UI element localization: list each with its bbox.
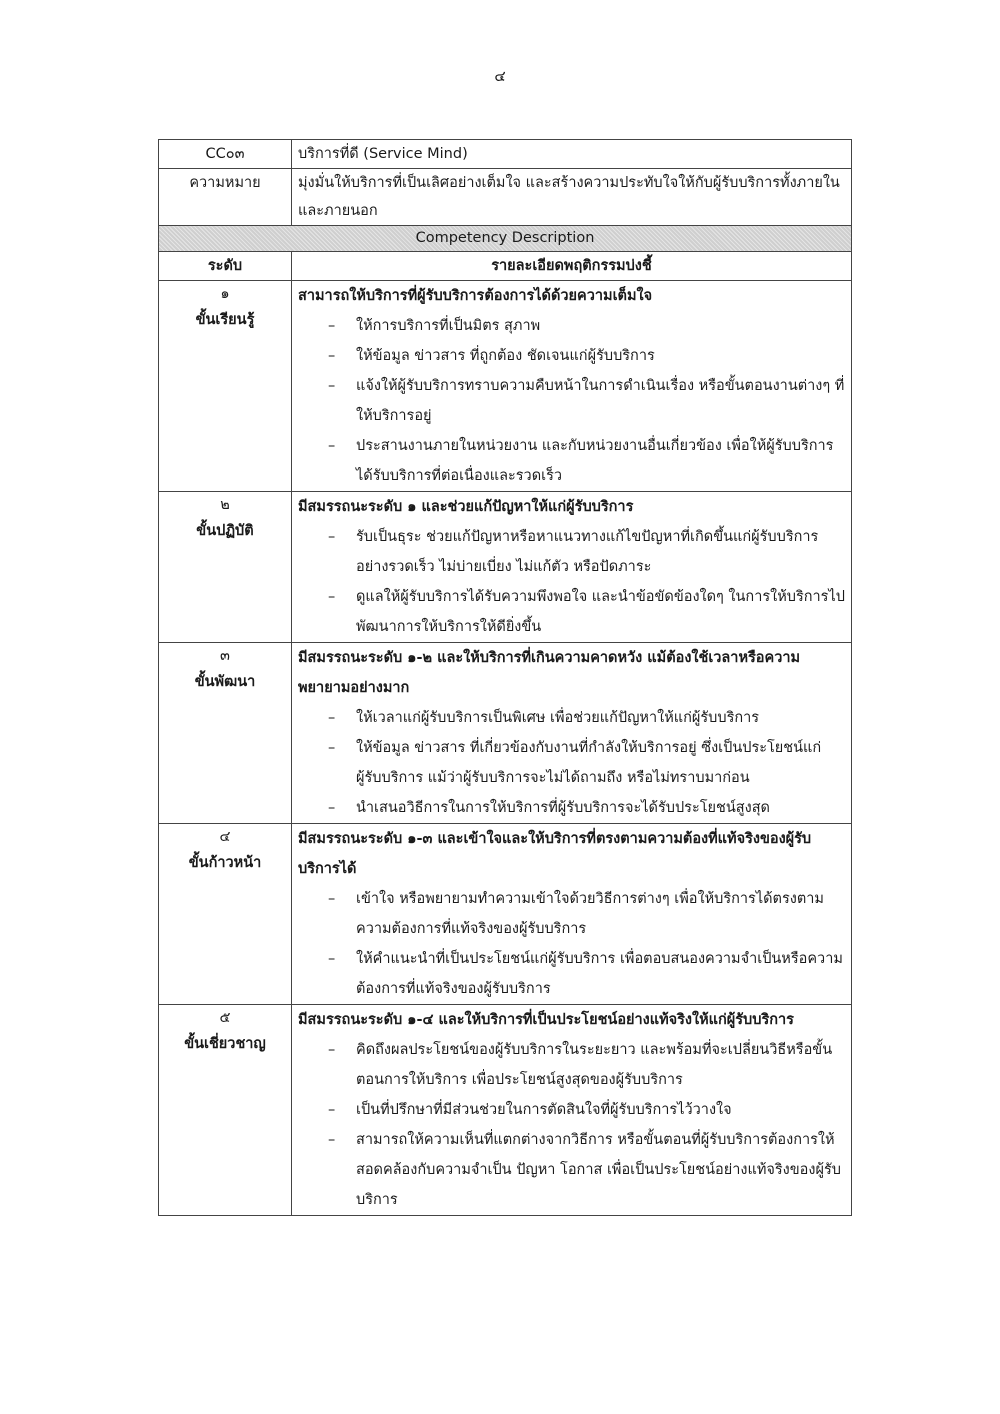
level-details-cell [292, 1005, 852, 1216]
level-details-cell [292, 824, 852, 1005]
level-number: ๔ [219, 829, 231, 845]
bullet-dash-icon: – [328, 1042, 336, 1058]
behavior-item [298, 311, 845, 341]
level-name: ขั้นพัฒนา [194, 674, 256, 690]
behavior-item [298, 793, 845, 823]
level-title: สามารถให้บริการที่ผู้รับบริการต้องการได้ด้วยความเต็มใจ [298, 288, 653, 304]
level-name: ขั้นก้าวหน้า [188, 855, 262, 871]
bullet-dash-icon: – [328, 529, 336, 545]
level-title: มีสมรรถนะระดับ ๑ และช่วยแก้ปัญหาให้แก่ผู้รับบริการ [298, 499, 634, 515]
behavior-text: ให้ข้อมูล ข่าวสาร ที่เกี่ยวข้องกับงานที่กำลังให้บริการอยู่ ซึ่งเป็นประโยชน์แก่ผู้รับบริการ แม้ว่าผู้รับบริการจะไม่ได้ถามถึง หรือไม่ทราบมาก่อน [356, 740, 822, 786]
bullet-dash-icon: – [328, 589, 336, 605]
level-column-header: ระดับ [159, 252, 292, 281]
behavior-text: ให้ข้อมูล ข่าวสาร ที่ถูกต้อง ชัดเจนแก่ผู้รับบริการ [356, 348, 655, 364]
behavior-text: ประสานงานภายในหน่วยงาน และกับหน่วยงานอื่นเกี่ยวข้อง เพื่อให้ผู้รับบริการได้รับบริการที่ต่อเนื่องและรวดเร็ว [356, 438, 834, 484]
column-header-row [159, 252, 852, 281]
competency-title: บริการที่ดี (Service Mind) [292, 140, 852, 169]
level-number: ๕ [219, 1010, 231, 1026]
behavior-text: เป็นที่ปรึกษาที่มีส่วนช่วยในการตัดสินใจที่ผู้รับบริการไว้วางใจ [356, 1102, 732, 1118]
level-title: มีสมรรถนะระดับ ๑-๓ และเข้าใจและให้บริการที่ตรงตามความต้องที่แท้จริงของผู้รับบริการได้ [298, 831, 812, 877]
competency-meaning-row [159, 169, 852, 226]
behavior-item [298, 944, 845, 1004]
section-band-row [159, 226, 852, 252]
competency-header-row [159, 140, 852, 169]
level-title: มีสมรรถนะระดับ ๑-๒ และให้บริการที่เกินความคาดหวัง แม้ต้องใช้เวลาหรือความพยายามอย่างมาก [298, 650, 801, 696]
level-title: มีสมรรถนะระดับ ๑-๔ และให้บริการที่เป็นประโยชน์อย่างแท้จริงให้แก่ผู้รับบริการ [298, 1012, 794, 1028]
behavior-text: ให้การบริการที่เป็นมิตร สุภาพ [356, 318, 541, 334]
bullet-dash-icon: – [328, 378, 336, 394]
meaning-text: มุ่งมั่นให้บริการที่เป็นเลิศอย่างเต็มใจ และสร้างความประทับใจให้กับผู้รับบริการทั้งภายในและภายนอก [292, 169, 852, 226]
bullet-dash-icon: – [328, 951, 336, 967]
behavior-item [298, 582, 845, 642]
bullet-dash-icon: – [328, 740, 336, 756]
bullet-dash-icon: – [328, 348, 336, 364]
bullet-dash-icon: – [328, 318, 336, 334]
level-number: ๓ [220, 648, 230, 664]
behavior-text: ให้เวลาแก่ผู้รับบริการเป็นพิเศษ เพื่อช่วยแก้ปัญหาให้แก่ผู้รับบริการ [356, 710, 760, 726]
behavior-text: นำเสนอวิธีการในการให้บริการที่ผู้รับบริการจะได้รับประโยชน์สูงสุด [356, 800, 770, 816]
behavior-item [298, 1095, 845, 1125]
bullet-dash-icon: – [328, 438, 336, 454]
behavior-list [298, 884, 845, 1004]
level-row [159, 824, 852, 1005]
bullet-dash-icon: – [328, 710, 336, 726]
level-details-cell [292, 492, 852, 643]
level-number: ๑ [220, 286, 230, 302]
level-row [159, 643, 852, 824]
behavior-text: ดูแลให้ผู้รับบริการได้รับความพึงพอใจ และนำข้อขัดข้องใดๆ ในการให้บริการไปพัฒนาการให้บริการให้ดียิ่งขึ้น [356, 589, 845, 635]
behavior-item [298, 522, 845, 582]
behavior-item [298, 884, 845, 944]
behavior-list [298, 703, 845, 823]
level-row [159, 1005, 852, 1216]
behavior-list [298, 1035, 845, 1215]
level-row [159, 281, 852, 492]
behavior-item [298, 733, 845, 793]
level-cell [159, 492, 292, 643]
behavior-item [298, 703, 845, 733]
level-cell [159, 1005, 292, 1216]
level-number: ๒ [220, 497, 230, 513]
level-row [159, 492, 852, 643]
competency-table [158, 139, 852, 1216]
bullet-dash-icon: – [328, 1132, 336, 1148]
behavior-text: เข้าใจ หรือพยายามทำความเข้าใจด้วยวิธีการต่างๆ เพื่อให้บริการได้ตรงตามความต้องการที่แท้จริงของผู้รับบริการ [356, 891, 824, 937]
meaning-label: ความหมาย [159, 169, 292, 226]
behavior-list [298, 522, 845, 642]
behavior-item [298, 341, 845, 371]
details-column-header: รายละเอียดพฤติกรรมบ่งชี้ [292, 252, 852, 281]
behavior-list [298, 311, 845, 491]
level-details-cell [292, 281, 852, 492]
behavior-item [298, 371, 845, 431]
bullet-dash-icon: – [328, 1102, 336, 1118]
level-details-cell [292, 643, 852, 824]
behavior-item [298, 1035, 845, 1095]
behavior-text: รับเป็นธุระ ช่วยแก้ปัญหาหรือหาแนวทางแก้ไขปัญหาที่เกิดขึ้นแก่ผู้รับบริการอย่างรวดเร็ว ไม่บ่ายเบี่ยง ไม่แก้ตัว หรือปัดภาระ [356, 529, 819, 575]
level-name: ขั้นปฏิบัติ [196, 523, 254, 539]
level-cell [159, 824, 292, 1005]
behavior-item [298, 1125, 845, 1215]
level-cell [159, 643, 292, 824]
bullet-dash-icon: – [328, 800, 336, 816]
behavior-text: สามารถให้ความเห็นที่แตกต่างจากวิธีการ หรือขั้นตอนที่ผู้รับบริการต้องการให้สอดคล้องกับความจำเป็น ปัญหา โอกาส เพื่อเป็นประโยชน์อย่างแท้จริงของผู้รับบริการ [356, 1132, 841, 1208]
levels-body [159, 281, 852, 1216]
behavior-text: แจ้งให้ผู้รับบริการทราบความคืบหน้าในการดำเนินเรื่อง หรือขั้นตอนงานต่างๆ ที่ให้บริการอยู่ [356, 378, 845, 424]
level-name: ขั้นเรียนรู้ [195, 312, 255, 328]
level-cell [159, 281, 292, 492]
behavior-item [298, 431, 845, 491]
page-number: ๔ [494, 67, 506, 85]
level-name: ขั้นเชี่ยวชาญ [184, 1036, 266, 1052]
behavior-text: คิดถึงผลประโยชน์ของผู้รับบริการในระยะยาว และพร้อมที่จะเปลี่ยนวิธีหรือขั้นตอนการให้บริการ เพื่อประโยชน์สูงสุดของผู้รับบริการ [356, 1042, 833, 1088]
behavior-text: ให้คำแนะนำที่เป็นประโยชน์แก่ผู้รับบริการ เพื่อตอบสนองความจำเป็นหรือความต้องการที่แท้จริงของผู้รับบริการ [356, 951, 843, 997]
bullet-dash-icon: – [328, 891, 336, 907]
section-band: Competency Description [159, 226, 852, 252]
competency-code: CC๐๓ [159, 140, 292, 169]
